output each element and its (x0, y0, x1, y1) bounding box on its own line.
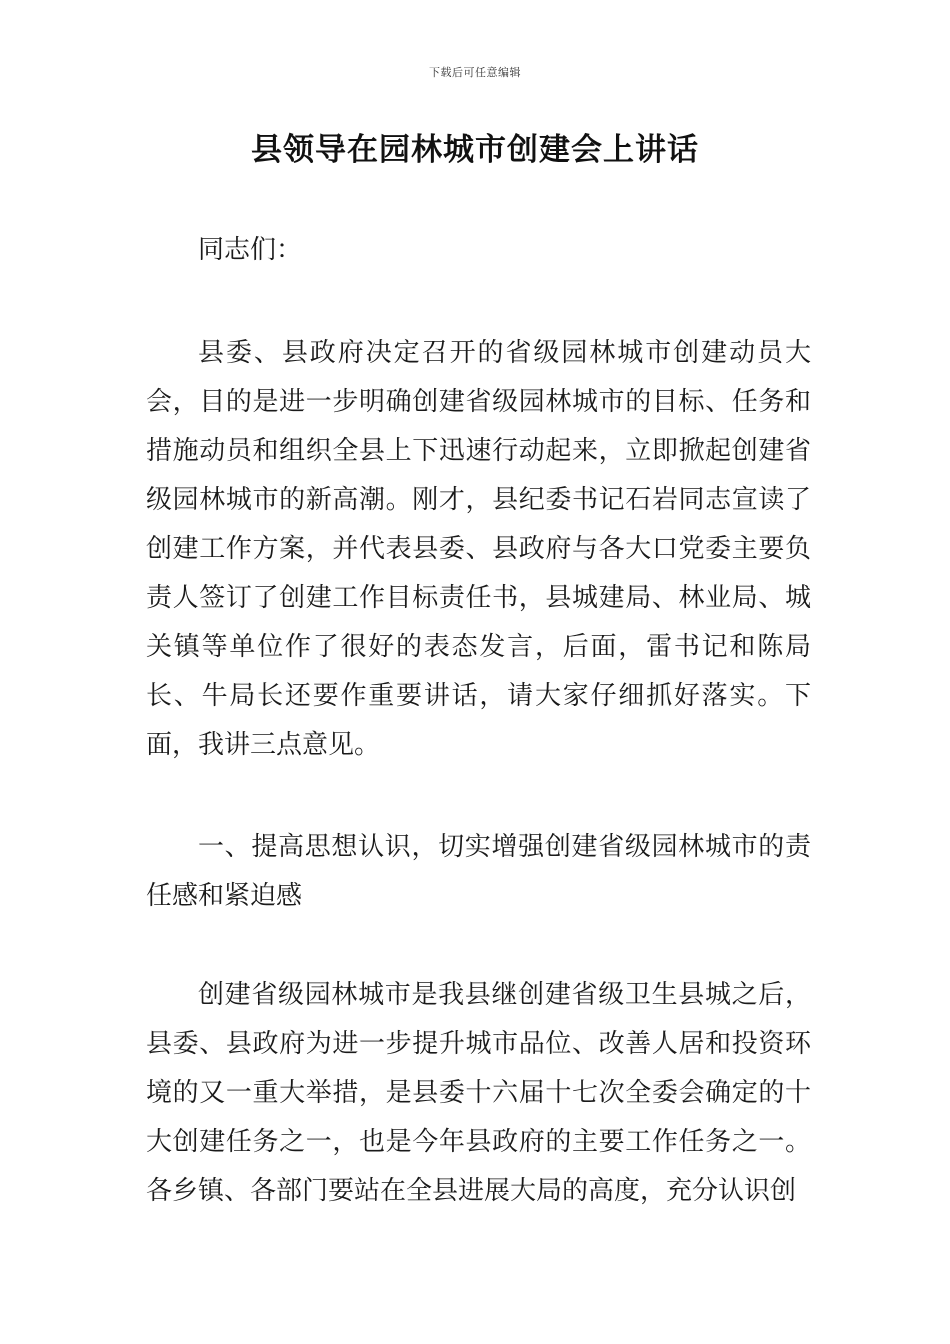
paragraph-intro: 县委、县政府决定召开的省级园林城市创建动员大会，目的是进一步明确创建省级园林城市的目标、任务和措施动员和组织全县上下迅速行动起来，立即掀起创建省级园林城市的新高潮。刚才，县纪委书记石岩同志宣读了创建工作方案，并代表县委、县政府与各大口党委主要负责人签订了创建工作目标责任书，县城建局、林业局、城关镇等单位作了很好的表态发言，后面，雷书记和陈局长、牛局长还要作重要讲话，请大家仔细抓好落实。下面，我讲三点意见。 (146, 338, 811, 760)
salutation: 同志们： (198, 235, 303, 265)
paragraph-section-1: 创建省级园林城市是我县继创建省级卫生县城之后，县委、县政府为进一步提升城市品位、改善人居和投资环境的又一重大举措，是县委十六届十七次全委会确定的十大创建任务之一，也是今年县政府的主要工作任务之一。各乡镇、各部门要站在全县进展大局的高度，充分认识创 (146, 980, 811, 1206)
document-title: 县领导在园林城市创建会上讲话 (251, 132, 699, 168)
section-heading-1: 一、提高思想认识，切实增强创建省级园林城市的责任感和紧迫感 (146, 832, 811, 911)
page-header-note: 下载后可任意编辑 (429, 66, 521, 79)
